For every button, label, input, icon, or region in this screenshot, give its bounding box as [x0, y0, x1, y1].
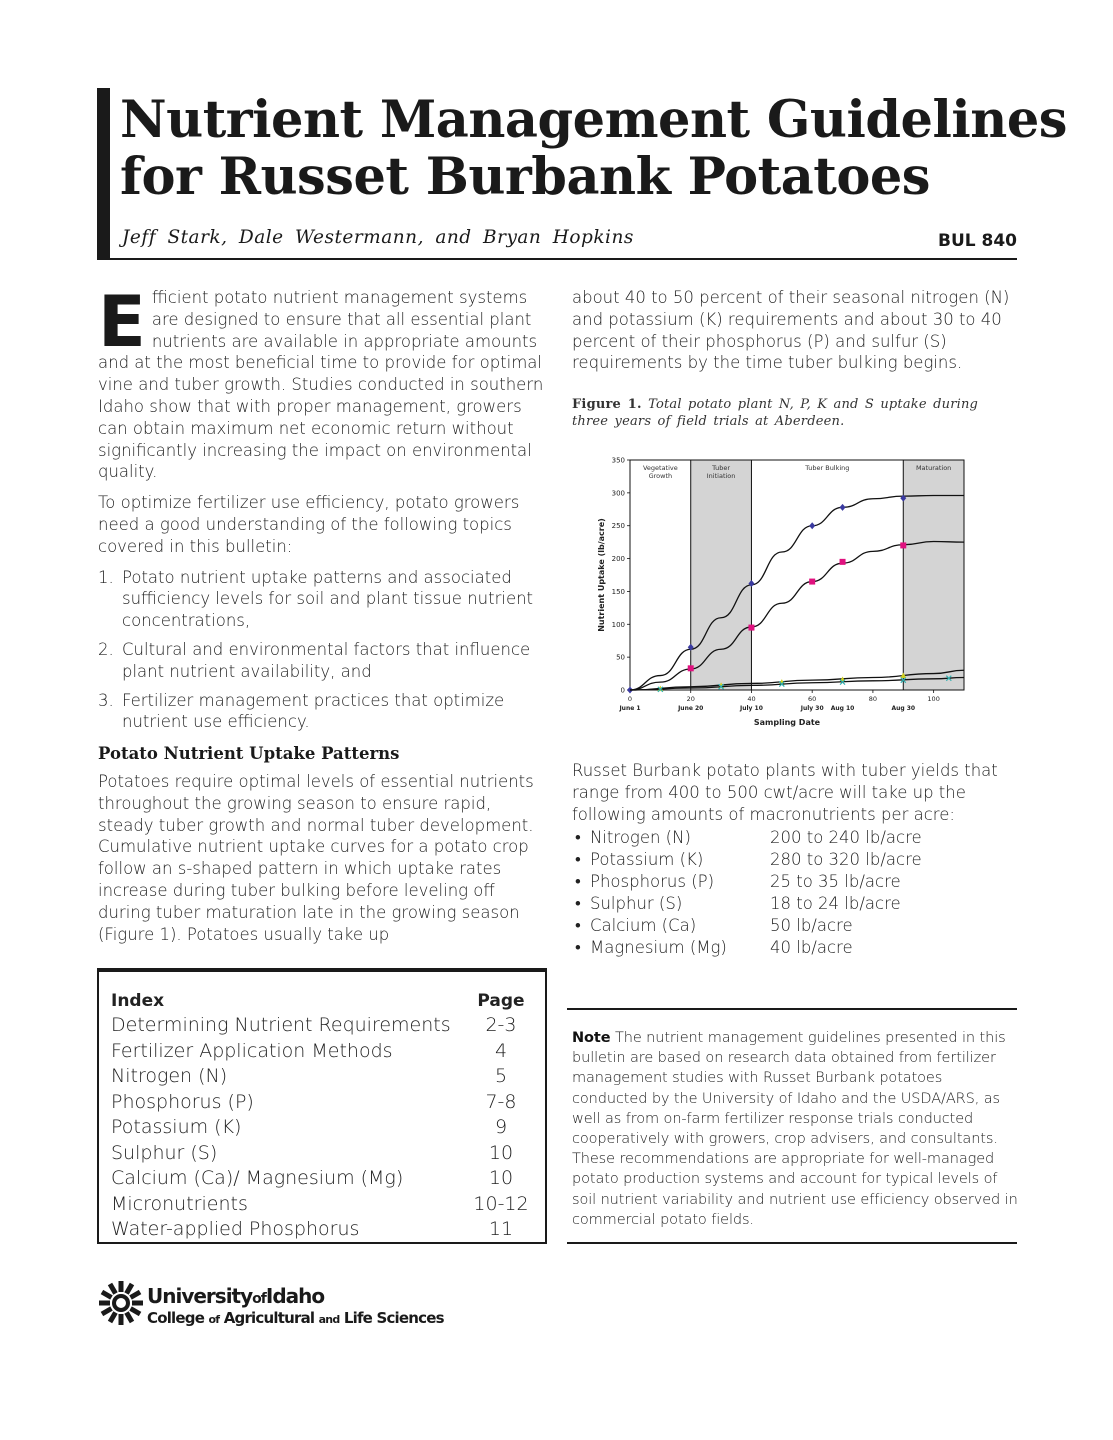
stage-label: Growth: [648, 472, 673, 480]
bullet: •: [575, 850, 581, 870]
logo-ray: [101, 1306, 113, 1316]
y-tick-label: 300: [611, 489, 625, 498]
stage-label: Tuber Bulking: [805, 464, 850, 472]
x-tick-label: 0: [627, 695, 633, 703]
x-axis-label: Sampling Date: [753, 718, 821, 727]
macro-intro: Russet Burbank potato plants with tuber yields that range from 400 to 500 cwt/acre will take up the following amounts of macronutrients per acre:: [572, 761, 998, 824]
logo-ray: [119, 1314, 124, 1325]
index-entry-page: 7-8: [485, 1090, 517, 1113]
nutrient-amount: 280 to 320 lb/acre: [770, 850, 922, 870]
nutrient-name: Potassium (K): [590, 850, 704, 870]
list-number: 1.: [98, 567, 114, 587]
title-line-1: Nutrient Management Guidelines: [120, 90, 1067, 150]
index-entry-label: Phosphorus (P): [111, 1090, 254, 1113]
bulletin-number: BUL 840: [938, 231, 1017, 251]
section-paragraph: Potatoes require optimal levels of essential nutrients throughout the growing season to ensure rapid, steady tuber growth and normal tuber development. Cumulative nutrient uptake curves for a potato crop follow an s-shaped pattern in which uptake rates increase during tuber bulking before leveling off during tuber maturation late in the growing season (Figure 1). Potatoes usually take up: [98, 771, 534, 944]
index-entry-page: 10: [488, 1167, 514, 1189]
left-column: [98, 281, 545, 954]
list-item: [572, 871, 1022, 893]
nutrient-name: Nitrogen (N): [590, 828, 691, 848]
list-item: [98, 567, 545, 632]
intro-text: fficient potato nutrient management systems are designed to ensure that all essential plant nutrients are available in appropriate amounts and at the most beneficial time to provide for optimal vine and tuber growth. Studies conducted in southern Idaho show that with proper management, growers can obtain maximum net economic return without significantly increasing the impact on environmental quality.: [98, 288, 544, 482]
note-text: The nutrient management guidelines presented in this bulletin are based on research data obtained from fertilizer management studies with Russet Burbank potatoes conducted by the University of Idaho and the USDA/ARS, as well as from on-farm fertilizer response trials conducted cooperatively with growers, crop advisers, and consultants. These recommendations are appropriate for well-managed potato production systems and account for typical levels of soil nutrient variability and nutrient use efficiency observed in commercial potato fields.: [572, 1030, 1018, 1228]
topics-intro: To optimize fertilizer use efficiency, potato growers need a good understanding of the following topics covered in this bulletin:: [98, 493, 520, 556]
y-tick-label: 350: [611, 456, 625, 465]
college-part-2: of: [208, 1313, 220, 1326]
x-tick-label: 40: [747, 695, 756, 703]
x-tick-label: 60: [808, 695, 817, 703]
logo-ray: [129, 1290, 141, 1300]
stage-label: Initiation: [706, 472, 736, 480]
college-part-1: College: [147, 1309, 205, 1327]
y-tick-label: 150: [611, 587, 625, 596]
y-tick-label: 50: [616, 653, 625, 662]
list-number: 2.: [98, 639, 114, 659]
list-item: [572, 893, 1022, 915]
index-entry-label: Fertilizer Application Methods: [111, 1039, 393, 1062]
stage-label: Vegetative: [642, 464, 678, 472]
bullet: •: [575, 872, 581, 892]
nutrient-amount: 18 to 24 lb/acre: [770, 894, 901, 914]
list-text: Cultural and environmental factors that influence plant nutrient availability, and: [122, 639, 531, 681]
nutrient-name: Sulphur (S): [590, 894, 683, 914]
stage-label: Maturation: [915, 464, 952, 472]
index-header-label: Index: [111, 990, 165, 1011]
data-point: [809, 522, 815, 529]
nutrient-amount: 25 to 35 lb/acre: [770, 872, 901, 892]
index-entry-label: Nitrogen (N): [111, 1065, 228, 1087]
bullet: •: [575, 828, 581, 848]
note-label: Note: [572, 1030, 611, 1046]
bullet: •: [575, 938, 581, 958]
university-name: [147, 1284, 324, 1308]
index-entry-page: 4: [494, 1039, 508, 1062]
table-row: [111, 1192, 531, 1218]
nutrient-amount: 40 lb/acre: [770, 938, 853, 958]
y-tick-label: 200: [611, 555, 625, 564]
bullet: •: [575, 894, 581, 914]
x-tick-label: 20: [686, 695, 695, 703]
data-point: [688, 665, 694, 671]
data-point: [748, 625, 754, 631]
index-entry-label: Water-applied Phosphorus: [111, 1218, 360, 1240]
list-text: Fertilizer management practices that optimize nutrient use efficiency.: [122, 690, 505, 732]
date-label: June 1: [619, 705, 641, 712]
college-name: [147, 1309, 444, 1327]
table-row: [111, 1090, 531, 1116]
table-row: [111, 1217, 531, 1243]
logo-ray: [108, 1311, 118, 1323]
y-tick-label: 0: [620, 686, 625, 695]
macronutrient-list: [572, 827, 1022, 959]
index-header-page: Page: [477, 990, 525, 1011]
x-tick-label: 100: [927, 695, 940, 703]
table-row: [111, 1115, 531, 1141]
nutrient-name: Calcium (Ca): [590, 916, 697, 936]
college-part-5: Life Sciences: [343, 1309, 444, 1327]
date-label: June 20: [678, 705, 704, 712]
topics-list: [98, 567, 545, 734]
uni-part-2: of: [252, 1291, 266, 1307]
uni-part-1: University: [147, 1284, 253, 1308]
header-rule: [110, 258, 1017, 260]
figure-caption-text: Total potato plant N, P, K and S uptake during three years of field trials at Aberdeen.: [572, 397, 979, 429]
title-line-2: for Russet Burbank Potatoes: [120, 147, 930, 207]
index-header-row: [111, 988, 531, 1013]
authors: Jeff Stark, Dale Westermann, and Bryan Hopkins: [122, 227, 634, 248]
x-tick-label: 80: [868, 695, 878, 703]
macronutrient-section: [572, 760, 1022, 959]
logo-ray: [124, 1311, 134, 1323]
college-part-4: and: [318, 1313, 340, 1326]
note-box: [572, 1028, 1022, 1230]
logo-ray: [101, 1290, 113, 1300]
date-label: Aug 30: [891, 705, 916, 712]
note-top-rule: [567, 1008, 1017, 1010]
logo-ray: [132, 1301, 143, 1306]
list-item: [572, 849, 1022, 871]
logo-ray: [129, 1306, 141, 1316]
index-entry-label: Determining Nutrient Requirements: [111, 1014, 451, 1036]
list-item: [572, 937, 1022, 959]
list-number: 3.: [98, 690, 114, 710]
list-item: [572, 827, 1022, 849]
stage-shading: [903, 460, 964, 690]
date-label: July 10: [739, 705, 763, 712]
logo-ray: [99, 1301, 110, 1306]
college-part-3: Agricultural: [223, 1309, 315, 1327]
nutrient-amount: 50 lb/acre: [770, 916, 853, 936]
logo-ray: [119, 1281, 124, 1292]
idaho-sunburst-logo-icon: [98, 1280, 144, 1326]
nutrient-name: Phosphorus (P): [590, 872, 715, 892]
index-entry-page: 10-12: [473, 1192, 529, 1215]
list-item: [98, 639, 545, 683]
section-heading: Potato Nutrient Uptake Patterns: [98, 744, 400, 764]
index-entry-page: 9: [494, 1116, 508, 1138]
drop-cap: E: [98, 281, 146, 363]
index-entry-label: Micronutrients: [111, 1192, 248, 1215]
logo-ray: [108, 1283, 118, 1295]
stage-shading: [691, 460, 752, 690]
right-column-continuation: [572, 287, 1022, 374]
list-item: [572, 915, 1022, 937]
index-entry-label: Sulphur (S): [111, 1141, 218, 1164]
nutrient-amount: 200 to 240 lb/acre: [770, 828, 922, 848]
index-entry-label: Calcium (Ca)/ Magnesium (Mg): [111, 1167, 404, 1189]
page-title: [120, 92, 1080, 206]
index-box: [97, 968, 547, 1244]
note-bottom-rule: [567, 1242, 1017, 1244]
list-text: Potato nutrient uptake patterns and associated sufficiency levels for soil and plant tissue nutrient concentrations,: [122, 567, 534, 631]
table-row: [111, 1013, 531, 1039]
index-entry-page: 11: [488, 1218, 514, 1240]
intro-paragraph: [98, 281, 545, 483]
index-entry-page: 10: [488, 1141, 514, 1164]
y-tick-label: 100: [611, 620, 625, 629]
list-item: [98, 690, 545, 734]
title-accent-bar: [97, 88, 110, 260]
data-point: [900, 542, 906, 548]
logo-ray: [124, 1283, 134, 1295]
index-entry-page: 2-3: [485, 1014, 517, 1036]
data-point: [840, 559, 846, 565]
continuation-paragraph: about 40 to 50 percent of their seasonal nitrogen (N) and potassium (K) requirements and about 30 to 40 percent of their phosphorus (P) and sulfur (S) requirements by the time tuber bulking begins.: [572, 288, 1010, 373]
date-label: Aug 10: [830, 705, 855, 712]
bullet: •: [575, 916, 581, 936]
y-axis-label: Nutrient Uptake (lb/acre): [597, 518, 606, 632]
nutrient-name: Magnesium (Mg): [590, 938, 727, 958]
table-row: [111, 1039, 531, 1065]
index-entry-page: 5: [494, 1065, 508, 1087]
stage-label: Tuber: [712, 464, 731, 472]
index-entry-label: Potassium (K): [111, 1116, 242, 1138]
data-point: [840, 504, 846, 511]
figure-label: Figure 1.: [572, 397, 642, 412]
table-row: [111, 1141, 531, 1167]
index-table: [111, 988, 531, 1243]
date-label: July 30: [800, 705, 824, 712]
table-row: [111, 1064, 531, 1090]
nutrient-uptake-chart: [592, 448, 972, 738]
table-row: [111, 1166, 531, 1192]
data-point: [809, 579, 815, 585]
figure-caption: [572, 396, 1004, 430]
y-tick-label: 250: [611, 522, 625, 531]
uni-part-3: Idaho: [265, 1284, 325, 1308]
